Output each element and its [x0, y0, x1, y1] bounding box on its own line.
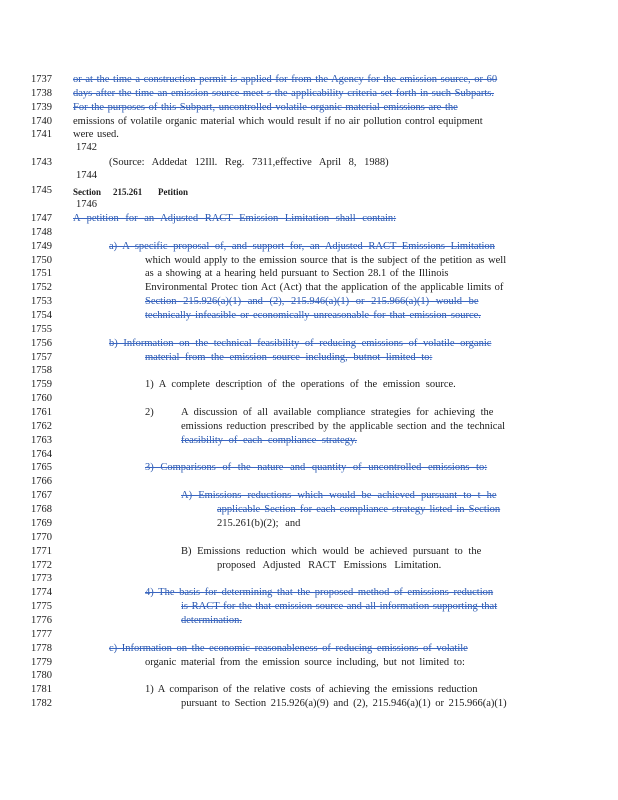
text-line: organic material from the emission source including, but not limited to: [145, 657, 465, 668]
line-number: 1756 [31, 338, 52, 349]
line-number: 1771 [31, 546, 52, 557]
line-number: 1770 [31, 532, 52, 543]
list-marker: 2) [145, 407, 154, 418]
text-line: b) Information on the technical feasibility of reducing emissions of volatile organic [109, 338, 492, 349]
text-line: applicable Section for each compliance strategy listed in Section [217, 504, 501, 515]
text-line: pursuant to Section 215.926(a)(9) and (2), 215.946(a)(1) or 215.966(a)(1) [181, 698, 507, 709]
text-line: c) Information on the economic reasonableness of reducing emissions of volatile [109, 643, 468, 654]
line-number: 1767 [31, 490, 52, 501]
text-line: were used. [73, 129, 119, 140]
line-number: 1748 [31, 227, 52, 238]
line-number: 1752 [31, 282, 52, 293]
line-number: 1738 [31, 88, 52, 99]
text-line: proposed Adjusted RACT Emissions Limitation. [217, 560, 442, 571]
section-label: Section [73, 187, 101, 197]
text-line: 1) A complete description of the operations of the emission source. [145, 379, 456, 390]
text-line: A) Emissions reductions which would be achieved pursuant to t he [181, 490, 497, 501]
line-number: 1765 [31, 462, 52, 473]
line-number: 1743 [31, 157, 52, 168]
text-line: 3) Comparisons of the nature and quantity of uncontrolled emissions to: [145, 462, 488, 473]
line-number: 1737 [31, 74, 52, 85]
text-line: a) A specific proposal of, and support for, an Adjusted RACT Emissions Limitation [109, 241, 495, 252]
text-line: For the purposes of this Subpart, uncontrolled volatile organic material emissions are the [73, 102, 458, 113]
line-number: 1782 [31, 698, 52, 709]
text-line: emissions of volatile organic material which would result if no air pollution control equipment [73, 116, 483, 127]
line-number: 1751 [31, 268, 52, 279]
text-line: 1) A comparison of the relative costs of achieving the emissions reduction [145, 684, 478, 695]
line-number: 1777 [31, 629, 52, 640]
line-number: 1740 [31, 116, 52, 127]
line-number: 1754 [31, 310, 52, 321]
line-number: 1766 [31, 476, 52, 487]
line-number: 1745 [31, 185, 52, 196]
text-line: 4) The basis for determining that the proposed method of emissions reduction [145, 587, 494, 598]
line-number: 1776 [31, 615, 52, 626]
line-number: 1778 [31, 643, 52, 654]
line-number: 1750 [31, 255, 52, 266]
text-line: technically infeasible or economically unreasonable for that emission source. [145, 310, 481, 321]
line-number: 1762 [31, 421, 52, 432]
text-line: feasibility of each compliance strategy. [181, 435, 358, 446]
line-number: 1739 [31, 102, 52, 113]
text-line: B) Emissions reduction which would be achieved pursuant to the [181, 546, 482, 557]
line-number: 1774 [31, 587, 52, 598]
inline-line-number: 1744 [76, 170, 97, 181]
line-number: 1780 [31, 670, 52, 681]
line-number: 1741 [31, 129, 52, 140]
line-number: 1779 [31, 657, 52, 668]
text-line: Section 215.926(a)(1) and (2), 215.946(a)(1) or 215.966(a)(1) would be [145, 296, 479, 307]
line-number: 1761 [31, 407, 52, 418]
line-number: 1775 [31, 601, 52, 612]
text-line: material from the emission source including, butnot limited to: [145, 352, 433, 363]
text-line: which would apply to the emission source that is the subject of the petition as well [145, 255, 507, 266]
line-number: 1763 [31, 435, 52, 446]
source-note: (Source: Addedat 12Ill. Reg. 7311,effective April 8, 1988) [109, 157, 389, 168]
line-number: 1760 [31, 393, 52, 404]
line-number: 1759 [31, 379, 52, 390]
line-number: 1757 [31, 352, 52, 363]
line-number: 1747 [31, 213, 52, 224]
line-number: 1772 [31, 560, 52, 571]
text-line: 215.261(b)(2); and [217, 518, 301, 529]
line-number: 1755 [31, 324, 52, 335]
text-line: days after the time an emission source meet s the applicability criteria set forth in such Subparts. [73, 88, 495, 99]
line-number: 1764 [31, 449, 52, 460]
line-number: 1769 [31, 518, 52, 529]
line-number: 1749 [31, 241, 52, 252]
line-number: 1768 [31, 504, 52, 515]
section-number: 215.261 [113, 187, 143, 197]
text-line: A discussion of all available compliance strategies for achieving the [181, 407, 494, 418]
text-line: A petition for an Adjusted RACT Emission Limitation shall contain: [73, 213, 397, 224]
line-number: 1753 [31, 296, 52, 307]
text-line: is RACT for the that emission source and all information supporting that [181, 601, 498, 612]
text-line: or at the time a construction permit is applied for from the Agency for the emission source, or 60 [73, 74, 498, 85]
text-line: as a showing at a hearing held pursuant to Section 28.1 of the Illinois [145, 268, 449, 279]
section-title: Petition [158, 187, 188, 197]
line-number: 1781 [31, 684, 52, 695]
inline-line-number: 1746 [76, 199, 97, 210]
text-line: emissions reduction prescribed by the applicable section and the technical [181, 421, 506, 432]
line-number: 1758 [31, 365, 52, 376]
line-number: 1773 [31, 573, 52, 584]
text-line: determination. [181, 615, 242, 626]
inline-line-number: 1742 [76, 142, 97, 153]
text-line: Environmental Protec tion Act (Act) that the application of the applicable limits of [145, 282, 504, 293]
